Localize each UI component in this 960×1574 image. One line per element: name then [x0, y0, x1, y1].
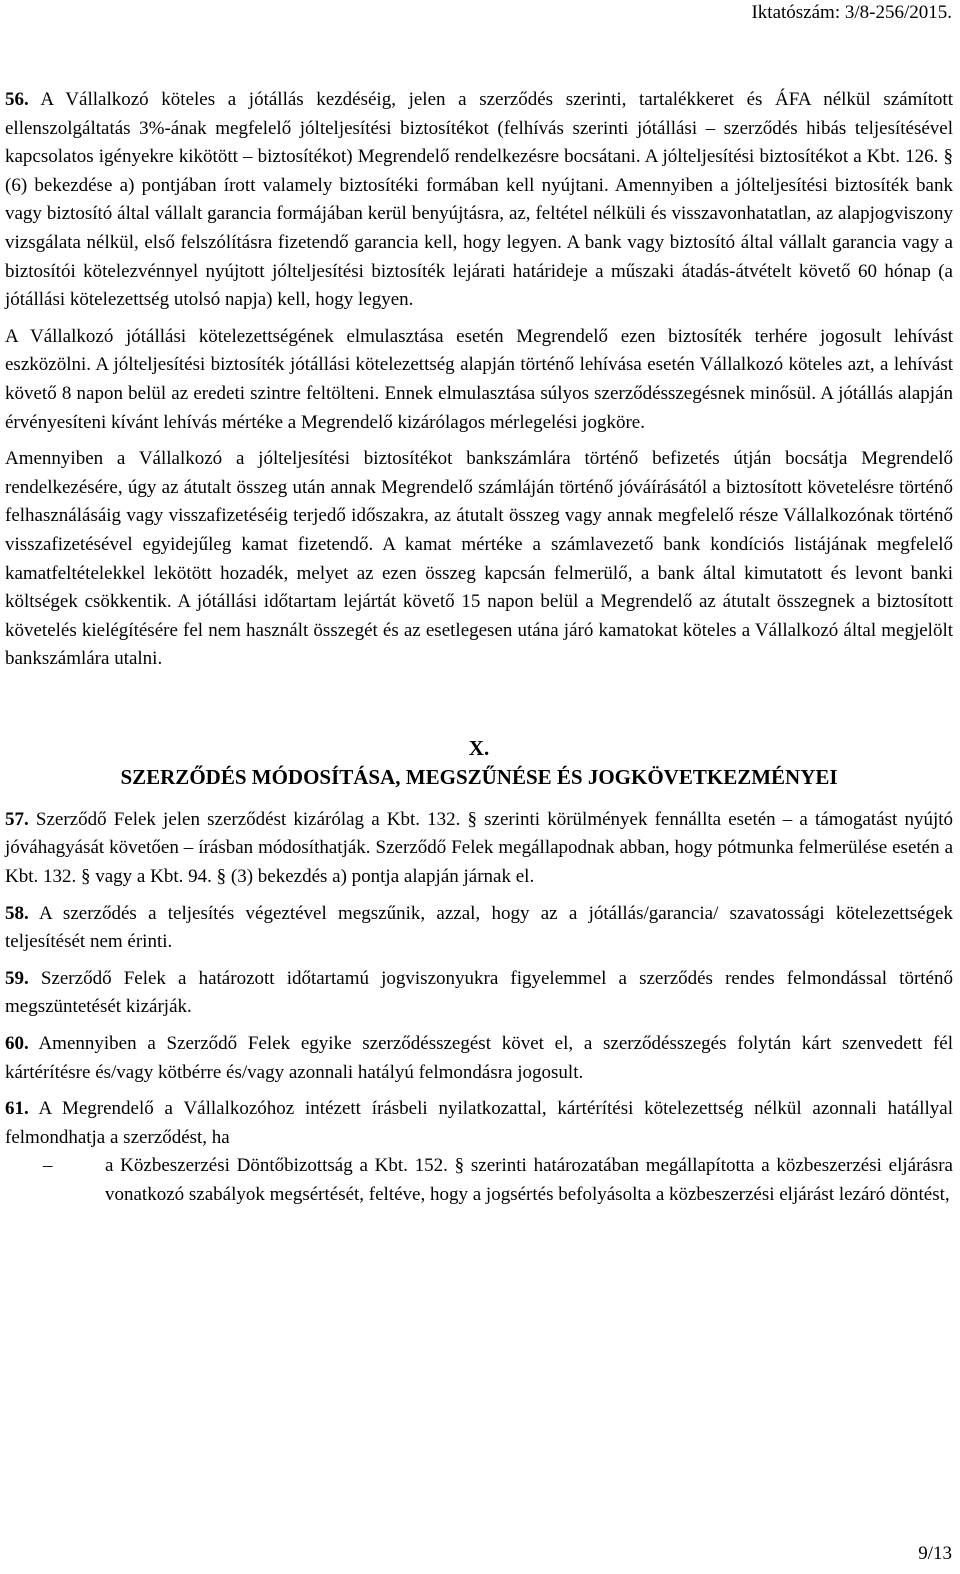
paragraph-57 [5, 806, 953, 892]
paragraph-text: Szerződő Felek jelen szerződést kizárólag a Kbt. 132. § szerinti körülmények fennállta esetén – a támogatást nyújtó jóváhagyását követően – írásban módosíthatják. Szerződő Felek megállapodnak abban, hogy pótmunka felmerülése esetén a Kbt. 132. § vagy a Kbt. 94. § (3) bekezdés a) pontja alapján járnak el. [5, 808, 953, 888]
list-item-text: a Közbeszerzési Döntőbizottság a Kbt. 152. § szerinti határozatában megállapította a közbeszerzési eljárásra vonatkozó szabályok megsértését, feltéve, hogy a jogsértés befolyásolta a közbeszerzési eljárást lezáró döntést, [105, 1155, 953, 1205]
paragraph-number: 57. [5, 808, 29, 830]
paragraph-60 [5, 1030, 953, 1087]
paragraph-number: 60. [5, 1033, 29, 1055]
dash-bullet: – [43, 1155, 53, 1177]
paragraph-56-continuation-1 [5, 323, 953, 437]
paragraph-text: Amennyiben a Szerződő Felek egyike szerződésszegést követ el, a szerződésszegés folytán kárt szenvedett fél kártérítésre és/vagy kötbérre és/vagy azonnali hatályú felmondásra jogosult. [5, 1033, 953, 1083]
paragraph-number: 56. [5, 89, 29, 110]
page-number: 9/13 [918, 1543, 952, 1564]
paragraph-number: 58. [5, 902, 29, 924]
paragraph-text: Szerződő Felek a határozott időtartamú jogviszonyukra figyelemmel a szerződés rendes felmondással történő megszüntetését kizárják. [5, 967, 953, 1018]
paragraph-56 [5, 86, 953, 315]
chapter-heading [5, 734, 953, 792]
paragraph-number: 59. [5, 967, 29, 989]
paragraph-text: A Vállalkozó jótállási kötelezettségének elmulasztása esetén Megrendelő ezen biztosíték terhére jogosult lehívást eszközölni. A jólteljesítési biztosíték jótállási kötelezettség alapján történő lehívása esetén Vállalkozó köteles azt, a lehívást követő 8 napon belül az eredeti szintre feltölteni. Ennek elmulasztása súlyos szerződésszegésnek minősül. A jótállás alapján érvényesíteni kívánt lehívás mértéke a Megrendelő kizárólagos mérlegelési jogköre. [5, 325, 953, 433]
paragraph-58 [5, 900, 953, 957]
list-item [5, 1152, 953, 1209]
document-body [5, 86, 953, 1210]
paragraph-text: A szerződés a teljesítés végeztével megszűnik, azzal, hogy az a jótállás/garancia/ szavatossági kötelezettségek teljesítését nem érinti. [5, 902, 953, 953]
paragraph-text: A Megrendelő a Vállalkozóhoz intézett írásbeli nyilatkozattal, kártérítési kötelezettség nélkül azonnali hatállyal felmondhatja a szerződést, ha [5, 1098, 953, 1148]
chapter-number: X. [468, 735, 490, 760]
condition-list [5, 1152, 953, 1209]
paragraph-number: 61. [5, 1098, 29, 1120]
paragraph-text: A Vállalkozó köteles a jótállás kezdéséig, jelen a szerződés szerinti, tartalékkeret és ÁFA nélkül számított ellenszolgáltatás 3%-ának megfelelő jólteljesítési biztosítékot (felhívás szerinti jótállási – szerződés hibás teljesítésével kapcsolatos igényekre kikötött – biztosítékot) Megrendelő rendelkezésre bocsátani. A jólteljesítési biztosítékot a Kbt. 126. § (6) bekezdése a) pontjában írott valamely biztosítéki formában kell nyújtani. Amennyiben a jólteljesítési biztosíték bank vagy biztosító által vállalt garancia formájában kerül benyújtásra, az, feltétel nélküli és visszavonhatatlan, az alapjogviszony vizsgálata nélkül, első felszólításra fizetendő garancia kell, hogy legyen. A bank vagy biztosító által vállalt garancia vagy a biztosítói kötelezvénnyel nyújtott jólteljesítési biztosíték lejárati határideje a műszaki átadás-átvételt követő 60 hónap (a jótállási kötelezettség utolsó napja) kell, hogy legyen. [5, 89, 953, 311]
chapter-title: SZERZŐDÉS MÓDOSÍTÁSA, MEGSZŰNÉSE ÉS JOGKÖVETKEZMÉNYEI [120, 764, 838, 789]
paragraph-56-continuation-2 [5, 445, 953, 674]
paragraph-59 [5, 965, 953, 1022]
paragraph-61 [5, 1095, 953, 1152]
paragraph-text: Amennyiben a Vállalkozó a jólteljesítési biztosítékot bankszámlára történő befizetés útján bocsátja Megrendelő rendelkezésére, úgy az átutalt összeg után annak Megrendelő számláján történő jóváírásától a biztosított követelésre történő felhasználásáig vagy visszafizetéséig terjedő időszakra, az átutalt összeg vagy annak megfelelő része Vállalkozónak történő visszafizetésével egyidejűleg kamat fizetendő. A kamat mértéke a számlavezető bank kondíciós listájának megfelelő kamatfeltételekkel lekötött hozadék, melyet az ezen összeg kapcsán felmerülő, a bank által kimutatott és levont banki költségek csökkentik. A jótállási időtartam lejártát követő 15 napon belül a Megrendelő az átutalt összegnek a biztosított követelés kielégítésére fel nem használt összegét és az esetlegesen utána járó kamatokat köteles a Vállalkozó által megjelölt bankszámlára utalni. [5, 448, 953, 670]
document-reference: Iktatószám: 3/8-256/2015. [751, 2, 952, 23]
